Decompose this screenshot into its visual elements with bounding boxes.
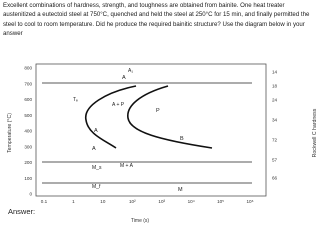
label-a-low: A	[92, 146, 96, 152]
y-tick-label: 700	[24, 81, 32, 87]
label-a1: A₁	[128, 68, 134, 74]
transformation-finish-curve	[128, 86, 212, 148]
x-tick-label: 0.1	[40, 199, 48, 204]
x-axis-label: Time (s)	[130, 218, 150, 224]
right-tick-label: 57	[272, 157, 278, 163]
y-axis-label: Temperature (°C)	[7, 113, 13, 153]
label-a-mid: A	[94, 128, 98, 134]
right-tick-label: 18	[272, 83, 278, 89]
y-tick-label: 300	[24, 144, 32, 150]
right-tick-label: 34	[272, 117, 278, 123]
label-m-plus-a: M + A	[120, 163, 133, 169]
x-tick-label: 10	[100, 199, 106, 204]
right-tick-label: 72	[272, 137, 278, 143]
right-axis-label: Rockwell C hardness	[312, 108, 318, 158]
label-p: P	[156, 108, 160, 114]
x-tick-label: 10⁶	[246, 199, 254, 204]
y-tick-label: 600	[24, 97, 32, 103]
x-tick-label: 10⁵	[217, 199, 225, 204]
y-tick-label: 400	[24, 128, 32, 134]
answer-input-area[interactable]	[42, 203, 92, 219]
label-ms: M_s	[92, 165, 102, 171]
y-tick-label: 0	[29, 191, 32, 197]
y-tick-label: 800	[24, 65, 32, 71]
x-tick-label: 10²	[128, 199, 136, 204]
y-tick-label: 200	[24, 160, 32, 166]
label-te: Tₑ	[73, 97, 78, 103]
diagram-frame	[36, 64, 266, 196]
y-tick-label: 500	[24, 112, 32, 118]
right-tick-label: 24	[272, 97, 278, 103]
label-a-plus-p: A + P	[112, 102, 125, 108]
y-tick-label: 100	[24, 175, 32, 181]
right-tick-labels	[272, 70, 278, 181]
x-tick-label: 10³	[158, 199, 166, 204]
label-b: B	[180, 136, 184, 142]
x-tick-label: 1	[72, 199, 75, 204]
y-tick-labels	[24, 66, 32, 197]
right-tick-label: 66	[272, 175, 278, 181]
label-mf: M_f	[92, 184, 101, 190]
question-text: Excellent combinations of hardness, strength, and toughness are obtained from bainite. One heat treater austenitized a eutectoid steel at 750°C, quenched and held the steel at 250°C for 15 min, and finally permitted the steel to cool to room temperature. Did he produce the required bainitic structure? Use the diagram below in your answer	[3, 2, 310, 38]
label-austenite-top: A	[122, 75, 126, 81]
label-m: M	[178, 187, 183, 193]
answer-label: Answer:	[8, 207, 36, 216]
x-tick-label: 10⁴	[187, 199, 195, 204]
right-tick-label: 14	[272, 69, 278, 75]
